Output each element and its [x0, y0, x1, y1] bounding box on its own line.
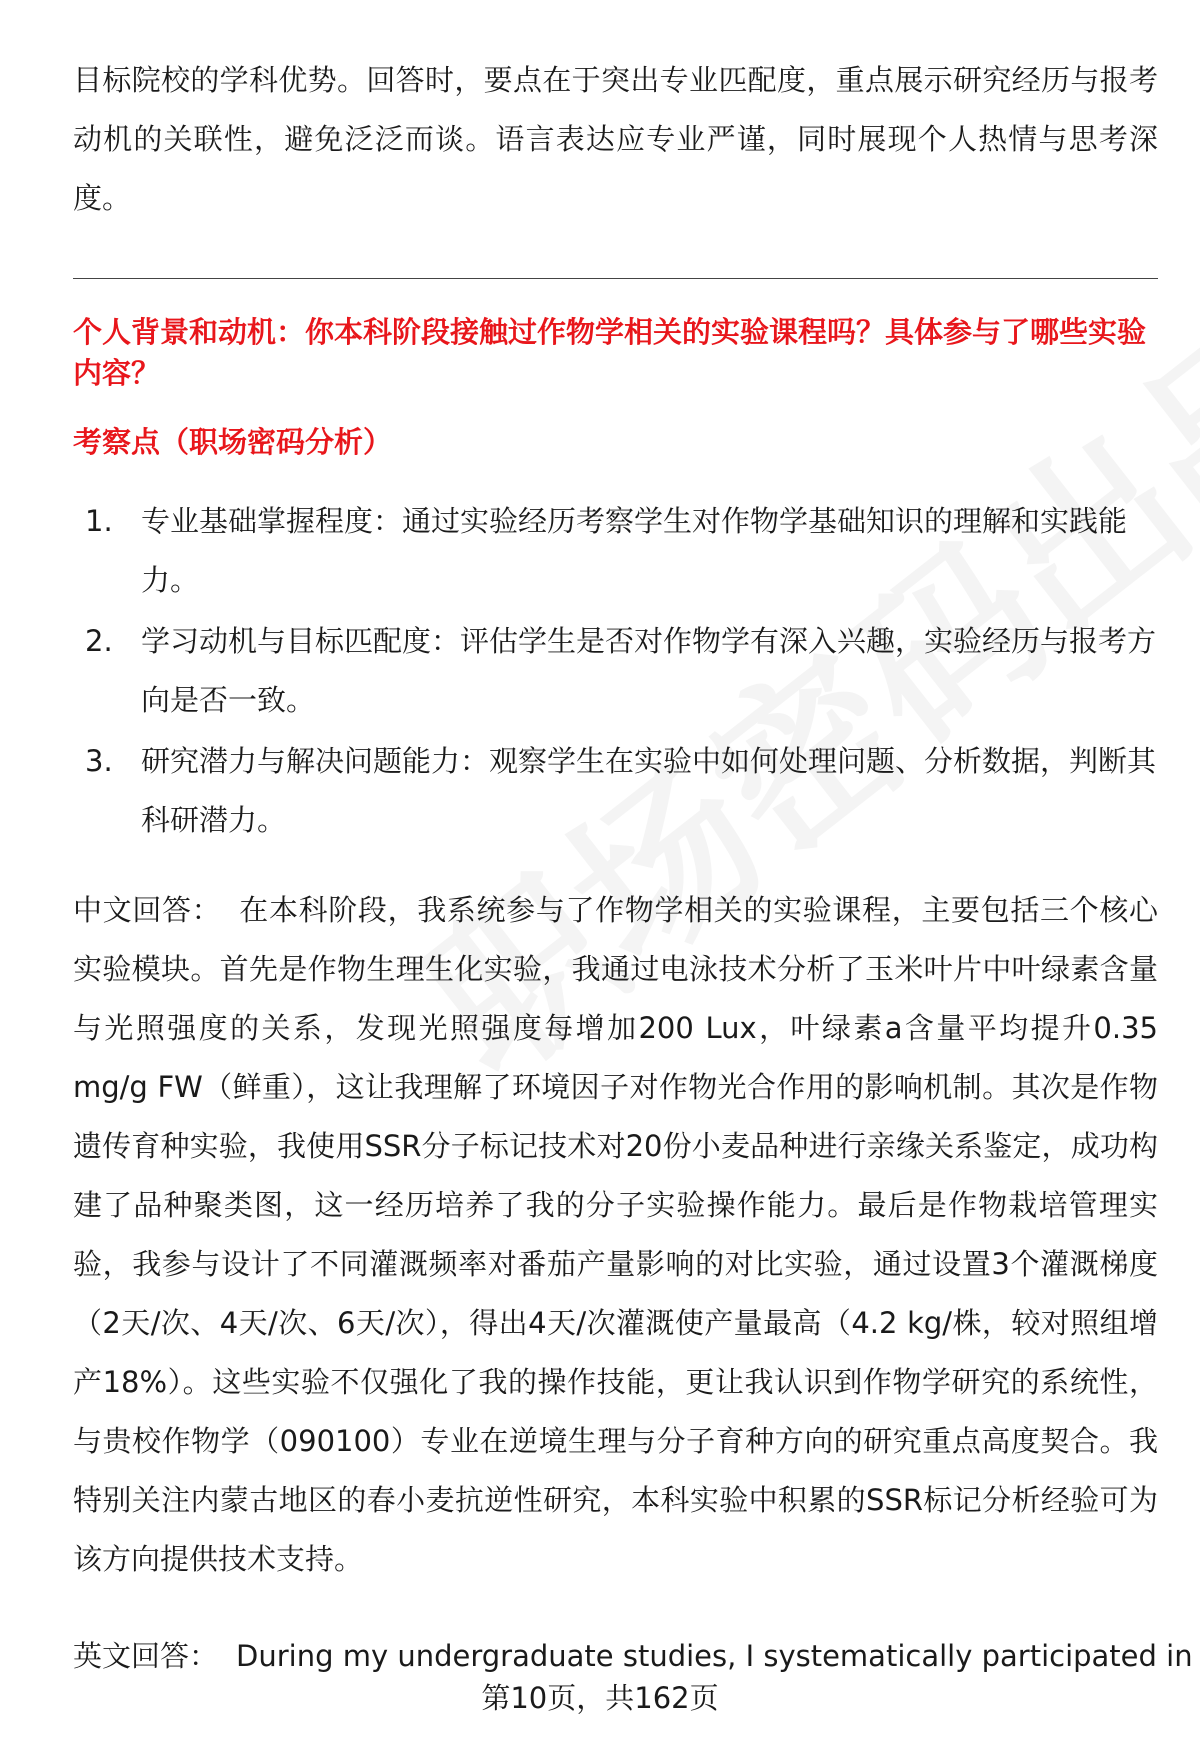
question-heading: 个人背景和动机：你本科阶段接触过作物学相关的实验课程吗？具体参与了哪些实验内容？: [73, 315, 1147, 390]
intro-paragraph: 目标院校的学科优势。回答时，要点在于突出专业匹配度，重点展示研究经历与报考动机的关联性，避免泛泛而谈。语言表达应专业严谨，同时展现个人热情与思考深度。: [73, 63, 1158, 215]
list-item: [73, 732, 1158, 850]
list-number: 2.: [85, 624, 113, 658]
list-item: [73, 492, 1158, 610]
english-answer-label: 英文回答：: [73, 1639, 219, 1673]
list-text: 学习动机与目标匹配度：评估学生是否对作物学有深入兴趣，实验经历与报考方向是否一致。: [141, 624, 1157, 717]
chinese-answer-text: 在本科阶段，我系统参与了作物学相关的实验课程，主要包括三个核心实验模块。首先是作物生理生化实验，我通过电泳技术分析了玉米叶片中叶绿素含量与光照强度的关系，发现光照强度每增加200 Lux，叶绿素a含量平均提升0.35 mg/g FW（鲜重），这让我理解了环境因子对作物光合作用的影响机制。其次是作物遗传育种实验，我使用SSR分子标记技术对20份小麦品种进行亲缘关系鉴定，成功构建了品种聚类图，这一经历培养了我的分子实验操作能力。最后是作物栽培管理实验，我参与设计了不同灌溉频率对番茄产量影响的对比实验，通过设置3个灌溉梯度（2天/次、4天/次、6天/次），得出4天/次灌溉使产量最高（4.2 kg/株，较对照组增产18%）。这些实验不仅强化了我的操作技能，更让我认识到作物学研究的系统性，与贵校作物学（090100）专业在逆境生理与分子育种方向的研究重点高度契合。我特别关注内蒙古地区的春小麦抗逆性研究，本科实验中积累的SSR标记分析经验可为该方向提供技术支持。: [73, 893, 1158, 1576]
list-number: 1.: [85, 504, 113, 538]
page-footer: 第10页，共162页: [481, 1681, 719, 1715]
section-divider: [73, 278, 1158, 279]
point-list: [73, 492, 1158, 852]
list-item: [73, 612, 1158, 730]
english-answer-text: During my undergraduate studies, I systematically participated in: [236, 1639, 1193, 1673]
list-text: 专业基础掌握程度：通过实验经历考察学生对作物学基础知识的理解和实践能力。: [141, 504, 1128, 597]
list-text: 研究潜力与解决问题能力：观察学生在实验中如何处理问题、分析数据，判断其科研潜力。: [141, 744, 1157, 837]
kaocha-heading: 考察点（职场密码分析）: [73, 425, 393, 459]
list-number: 3.: [85, 744, 113, 778]
chinese-answer: [73, 881, 1158, 1589]
chinese-answer-label: 中文回答：: [73, 893, 222, 927]
